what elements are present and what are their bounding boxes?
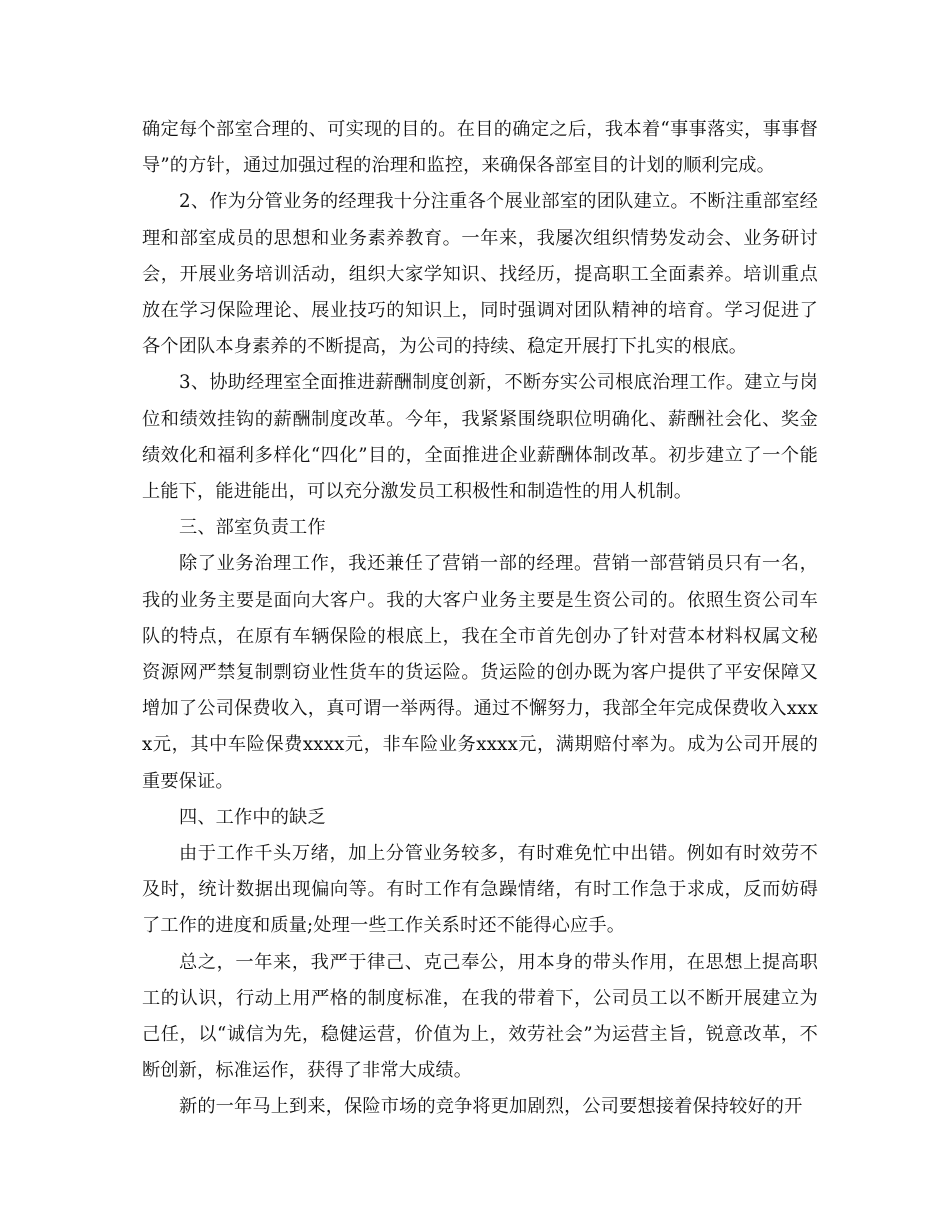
paragraph-department-work: 除了业务治理工作，我还兼任了营销一部的经理。营销一部营销员只有一名，我的业务主要是面向大客户。我的大客户业务主要是生资公司的。依照生资公司车队的特点，在原有车辆保险的根底上，我在全市首先创办了针对营本材料权属文秘资源网严禁复制剽窃业性货车的货运险。货运险的创办既为客户提供了平安保障又增加了公司保费收入，真可谓一举两得。通过不懈努力，我部全年完成保费收入xxxx元，其中车险保费xxxx元，非车险业务xxxx元，满期赔付率为。成为公司开展的重要保证。	[142, 553, 818, 792]
paragraph-goal-confirmation: 确定每个部室合理的、可实现的目的。在目的确定之后，我本着“事事落实，事事督导”的方针，通过加强过程的治理和监控，来确保各部室目的计划的顺利完成。	[142, 119, 818, 177]
document-body	[142, 112, 818, 1126]
paragraph-summary: 总之，一年来，我严于律己、克己奉公，用本身的带头作用，在思想上提高职工的认识，行动上用严格的制度标准，在我的带着下，公司员工以不断开展建立为己任，以“诚信为先，稳健运营，价值为上，效劳社会”为运营主旨，锐意改革，不断创新，标准运作，获得了非常大成绩。	[142, 951, 818, 1082]
section-heading-shortcomings: 四、工作中的缺乏	[179, 806, 326, 828]
paragraph-team-building: 2、作为分管业务的经理我十分注重各个展业部室的团队建立。不断注重部室经理和部室成员的思想和业务素养教育。一年来，我屡次组织情势发动会、业务研讨会，开展业务培训活动，组织大家学知识、找经历，提高职工全面素养。培训重点放在学习保险理论、展业技巧的知识上，同时强调对团队精神的培育。学习促进了各个团队本身素养的不断提高，为公司的持续、稳定开展打下扎实的根底。	[142, 191, 818, 358]
paragraph-shortcomings: 由于工作千头万绪，加上分管业务较多，有时难免忙中出错。例如有时效劳不及时，统计数据出现偏向等。有时工作有急躁情绪，有时工作急于求成，反而妨碍了工作的进度和质量;处理一些工作关系时还不能得心应手。	[142, 843, 818, 937]
paragraph-new-year: 新的一年马上到来，保险市场的竞争将更加剧烈，公司要想接着保持较好的开	[179, 1096, 803, 1118]
section-heading-department-work: 三、部室负责工作	[179, 517, 326, 539]
paragraph-salary-reform: 3、协助经理室全面推进薪酬制度创新，不断夯实公司根底治理工作。建立与岗位和绩效挂钩的薪酬制度改革。今年，我紧紧围绕职位明确化、薪酬社会化、奖金绩效化和福利多样化“四化”目的，全面推进企业薪酬体制改革。初步建立了一个能上能下，能进能出，可以充分激发员工积极性和制造性的用人机制。	[142, 372, 818, 503]
